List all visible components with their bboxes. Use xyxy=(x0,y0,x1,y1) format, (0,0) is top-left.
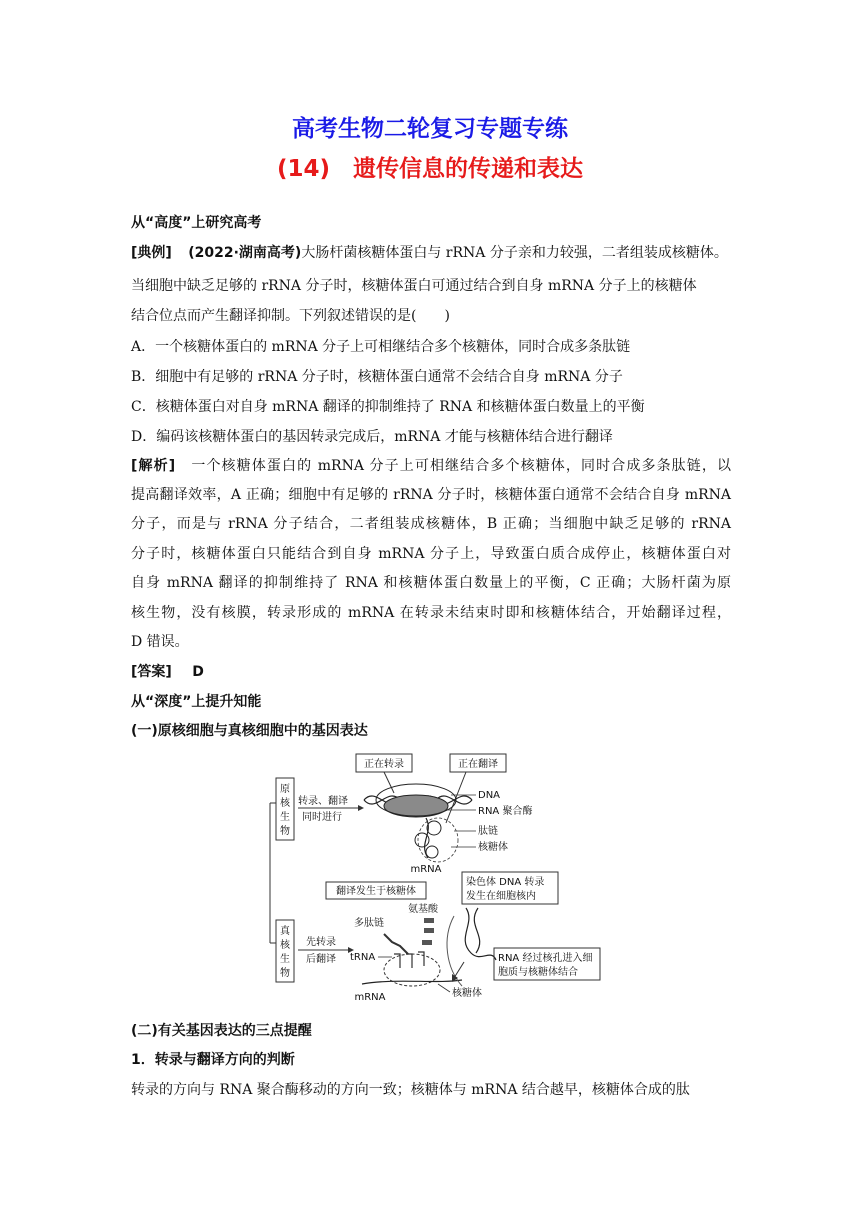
polypeptide-shape xyxy=(384,934,408,954)
transcribing-label: 正在转录 xyxy=(364,759,404,770)
nucleus-box-line-2: 发生在细胞核内 xyxy=(466,891,536,902)
nucleus-box-line-1: 染色体 DNA 转录 xyxy=(466,877,545,888)
answer-value: D xyxy=(192,664,204,680)
subsection-heading-1: (一)原核细胞与真核细胞中的基因表达 xyxy=(131,723,368,739)
question-stem-line-2: 当细胞中缺乏足够的 rRNA 分子时，核糖体蛋白可通过结合到自身 mRNA 分子上的核糖体 xyxy=(131,278,697,294)
analysis-label: [解析] xyxy=(131,458,176,474)
question-stem-line-3: 结合位点而产生翻译抑制。下列叙述错误的是( ) xyxy=(131,308,450,324)
analysis-line-5: 自身 mRNA 翻译的抑制维持了 RNA 和核糖体蛋白数量上的平衡，C 正确；大肠杆菌为原 xyxy=(131,575,731,591)
analysis-line-4: 分子时，核糖体蛋白只能结合到自身 mRNA 分子上，导致蛋白质合成停止，核糖体蛋白对 xyxy=(131,546,731,562)
gene-expression-diagram xyxy=(266,748,606,1008)
pore-box-line-2: 胞质与核糖体结合 xyxy=(498,967,578,978)
label-dna: DNA xyxy=(478,790,501,801)
label-rna-polymerase: RNA 聚合酶 xyxy=(478,806,533,817)
point-1-text: 转录的方向与 RNA 聚合酶移动的方向一致；核糖体与 mRNA 结合越早，核糖体合成的肽 xyxy=(131,1082,690,1098)
pore-box-line-1: RNA 经过核孔进入细 xyxy=(498,953,593,964)
pro-arrow-label-2: 同时进行 xyxy=(302,812,342,823)
analysis-line-1: [解析] 一个核糖体蛋白的 mRNA 分子上可相继结合多个核糖体，同时合成多条肽链，以 xyxy=(131,458,731,474)
option-c: C．核糖体蛋白对自身 mRNA 翻译的抑制维持了 RNA 和核糖体蛋白数量上的平衡 xyxy=(131,399,645,415)
eukaryote-char-3: 生 xyxy=(280,954,290,965)
eu-mrna-strand xyxy=(362,980,462,984)
label-peptide: 肽链 xyxy=(478,826,498,837)
translating-label: 正在翻译 xyxy=(458,759,498,770)
chromosome-dna-shape xyxy=(465,908,496,960)
eukaryote-char-1: 真 xyxy=(280,926,290,937)
prokaryote-char-2: 核 xyxy=(280,798,290,809)
document-subtitle: (14) 遗传信息的传递和表达 xyxy=(276,156,584,182)
prokaryote-char-3: 生 xyxy=(280,812,290,823)
question-stem-line-1 xyxy=(131,243,731,263)
translation-site-label: 翻译发生于核糖体 xyxy=(336,886,416,897)
analysis-line-3: 分子，而是与 rRNA 分子结合，二者组装成核糖体，B 正确；当细胞中缺乏足够的 rRNA xyxy=(131,516,731,532)
nuclear-membrane xyxy=(447,916,462,986)
analysis-line-6: 核生物，没有核膜，转录形成的 mRNA 在转录未结束时即和核糖体结合，开始翻译过程， xyxy=(131,605,731,621)
prokaryote-char-1: 原 xyxy=(280,784,290,795)
section-heading-height: 从“高度”上研究高考 xyxy=(131,215,262,231)
prokaryote-char-4: 物 xyxy=(280,826,290,837)
eu-arrow-label-2: 后翻译 xyxy=(306,954,336,965)
label-ribosome-2: 核糖体 xyxy=(452,988,482,999)
point-1-heading: 1．转录与翻译方向的判断 xyxy=(131,1052,295,1068)
answer-line xyxy=(131,662,731,682)
eu-arrow-label-1: 先转录 xyxy=(306,937,336,948)
eukaryote-char-4: 物 xyxy=(280,968,290,979)
label-mrna-2: mRNA xyxy=(354,992,386,1003)
section-heading-depth: 从“深度”上提升知能 xyxy=(131,694,262,710)
option-b: B．细胞中有足够的 rRNA 分子时，核糖体蛋白通常不会结合自身 mRNA 分子 xyxy=(131,369,623,385)
question-source: (2022·湖南高考) xyxy=(188,245,302,261)
label-mrna: mRNA xyxy=(410,864,442,875)
option-d: D．编码该核糖体蛋白的基因转录完成后，mRNA 才能与核糖体结合进行翻译 xyxy=(131,429,613,445)
analysis-line-2: 提高翻译效率，A 正确；细胞中有足够的 rRNA 分子时，核糖体蛋白通常不会结合自身 mRNA xyxy=(131,487,731,503)
question-stem-text: 大肠杆菌核糖体蛋白与 rRNA 分子亲和力较强，二者组装成核糖体。 xyxy=(301,245,728,261)
amino-acid-shape xyxy=(424,918,434,923)
answer-label: [答案] xyxy=(131,664,172,680)
question-label: [典例] xyxy=(131,245,172,261)
subsection-heading-2: (二)有关基因表达的三点提醒 xyxy=(131,1023,312,1039)
analysis-line-7: D 错误。 xyxy=(131,634,189,650)
ribosome-shape xyxy=(427,821,441,835)
label-amino-acid: 氨基酸 xyxy=(408,904,438,915)
label-polypeptide: 多肽链 xyxy=(354,918,384,929)
option-a: A．一个核糖体蛋白的 mRNA 分子上可相继结合多个核糖体，同时合成多条肽链 xyxy=(131,339,631,355)
eukaryote-char-2: 核 xyxy=(280,940,290,951)
label-ribosome: 核糖体 xyxy=(478,842,508,853)
pro-arrow-label-1: 转录、翻译 xyxy=(298,796,348,807)
label-trna: tRNA xyxy=(350,952,376,963)
document-title: 高考生物二轮复习专题专练 xyxy=(292,116,568,142)
